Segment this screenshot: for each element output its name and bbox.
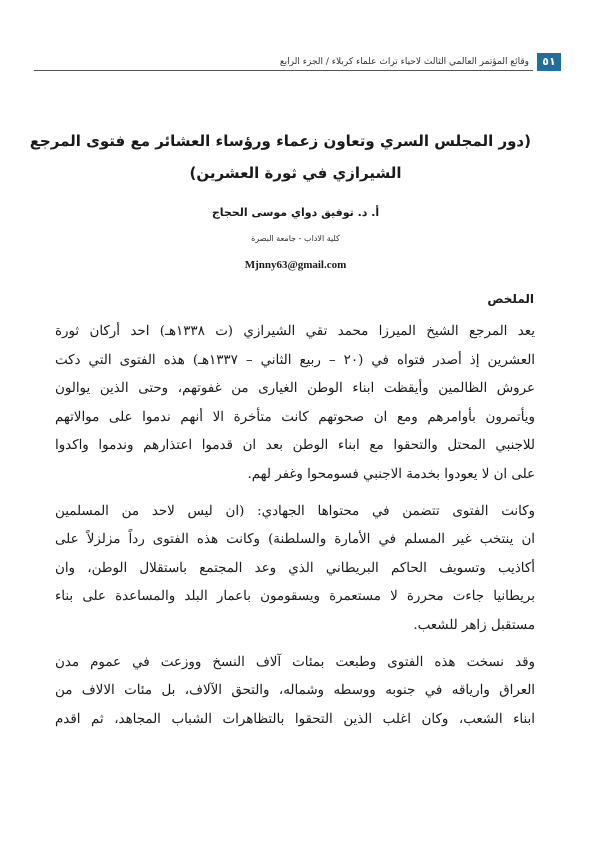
author-name: أ. د. توفيق دواي موسى الحجاج (211, 206, 380, 219)
paragraph (55, 498, 535, 641)
text-line: يعد المرجع الشيخ الميرزا محمد تقي الشيرازي (ت ١٣٣٨هـ) احد أركان ثورة (55, 324, 535, 339)
page-number: ٥١ (537, 53, 561, 71)
text-line: للاجنبي المحتل والتحقوا مع ابناء الوطن بعد ان قدموا اعتذارهم وندموا واكدوا (55, 438, 535, 454)
text-line: العراق وارياقه في جنوبه ووسطه وشماله، والتحق الآلاف، بل مئات الالاف من (55, 683, 535, 699)
abstract-body (55, 318, 535, 734)
paragraph (55, 318, 535, 490)
header-rule (34, 70, 533, 71)
text-line: العشرين إذ أصدر فتواه في (٢٠ – ربيع الثاني – ١٣٣٧هـ) هذه الفتوى التي دكت (55, 352, 535, 368)
text-line: بريطانيا جاءت محررة لا مستعمرة ويسقومون باعمار البلد والمساعدة على بناء (55, 589, 535, 605)
paragraph-gap (55, 641, 535, 649)
text-line: وكانت الفتوى تتضمن في محتواها الجهادي: (ان ليس لاحد من المسلمين (55, 503, 535, 519)
text-line: وقد نسخت هذه الفتوى وطبعت بمئات آلاف النسخ ووزعت في عموم مدن (55, 654, 535, 670)
paragraph-gap (55, 490, 535, 498)
title-line: (دور المجلس السري وتعاون زعماء ورؤساء العشائر مع فتوى المرجع (29, 132, 531, 150)
abstract-heading: الملخص (487, 292, 534, 306)
page-header (34, 53, 561, 71)
article-title (29, 125, 531, 189)
text-line: أكاذيب وتسويف الحاكم البريطاني الذي وعد المجتمع باستقلال الوطن، وان (55, 560, 535, 576)
running-head: وقائع المؤتمر العالمي الثالث لاحياء تراث علماء كربلاء / الجزء الرابع (279, 57, 529, 67)
text-line: عروش الظالمين وأيقظت ابناء الوطن الغيارى من غفوتهم، وحتى الذين يوالون (55, 381, 535, 397)
paragraph (55, 649, 535, 735)
text-line: مستقبل زاهر للشعب. (413, 617, 535, 633)
title-line: الشيرازي في ثورة العشرين) (189, 164, 402, 182)
text-line: ويأتمرون بأوامرهم ومع ان صحوتهم كانت متأخرة الا أنهم ندموا على موالاتهم (55, 409, 535, 425)
author-email: Mjnny63@gmail.com (244, 259, 347, 271)
text-line: ابناء الشعب، وكان اغلب الذين التحقوا بالتظاهرات الشباب المجاهد، ثم اقدم (55, 711, 535, 727)
author-affiliation: كلية الاداب - جامعة البصرة (251, 234, 340, 243)
text-line: على ان لا يعودوا بخدمة الاجنبي فسومحوا وغفر لهم. (247, 466, 535, 482)
text-line: ان ينتخب غير المسلم في الأمارة والسلطنة) وكانت هذه الفتوى رداً مزلزلاً على (55, 532, 535, 548)
